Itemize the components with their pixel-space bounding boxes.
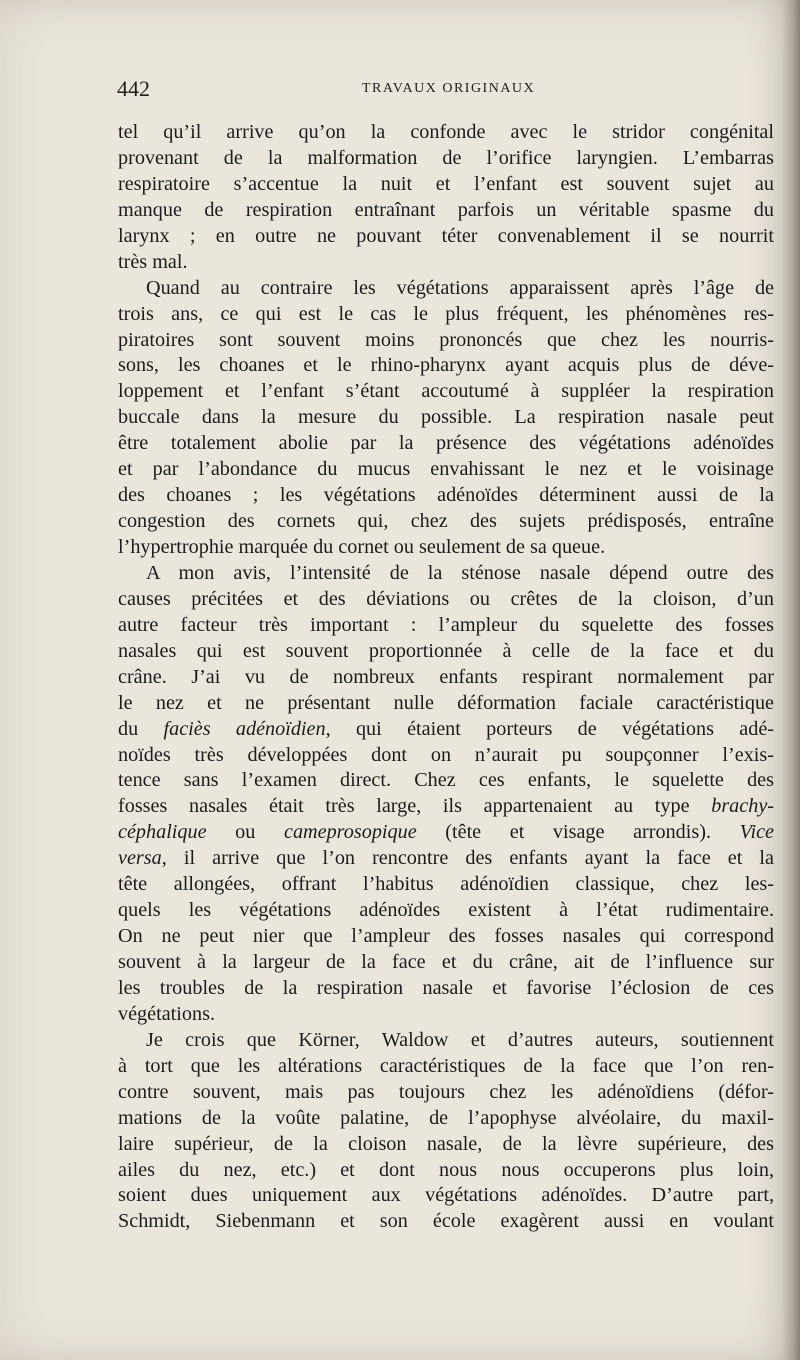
italic-term: faciès adénoïdien	[163, 717, 326, 740]
text-run: à tort que les altérations caractéristiques de la face que l’on ren-	[118, 1054, 774, 1077]
text-line	[118, 250, 774, 276]
text-run: Schmidt, Siebenmann et son école exagèrent aussi en voulant	[118, 1210, 774, 1233]
text-line	[118, 1183, 774, 1209]
running-head: TRAVAUX ORIGINAUX	[362, 81, 536, 96]
text-line	[118, 120, 774, 146]
text-line	[118, 665, 774, 691]
text-run: tence sans l’examen direct. Chez ces enfants, le squelette des	[118, 769, 774, 792]
text-line	[118, 1106, 774, 1132]
text-line	[118, 483, 774, 509]
text-run: quels les végétations adénoïdes existent à l’état rudimentaire.	[118, 899, 774, 922]
text-run: loppement et l’enfant s’étant accoutumé à suppléer la respiration	[118, 380, 774, 403]
text-line	[118, 172, 774, 198]
text-line	[118, 846, 774, 872]
text-line	[118, 820, 774, 846]
text-run: du	[118, 717, 164, 740]
text-run: provenant de la malformation de l’orifice laryngien. L’embarras	[118, 146, 774, 169]
text-run: tête allongées, offrant l’habitus adénoïdien classique, chez les-	[118, 873, 774, 896]
text-run: être totalement abolie par la présence des végétations adénoïdes	[118, 432, 774, 455]
text-run: noïdes très développées dont on n’aurait pu soupçonner l’exis-	[118, 743, 774, 766]
text-line	[118, 743, 774, 769]
italic-term: Vice	[739, 821, 774, 844]
text-run: mations de la voûte palatine, de l’apophyse alvéolaire, du maxil-	[118, 1106, 774, 1129]
text-run: (tête et visage arrondis).	[416, 821, 740, 844]
text-run: contre souvent, mais pas toujours chez les adénoïdiens (défor-	[118, 1080, 774, 1103]
text-line	[118, 146, 774, 172]
text-run: Quand au contraire les végétations apparaissent après l’âge de	[146, 276, 774, 299]
text-line	[118, 1132, 774, 1158]
text-line	[118, 224, 774, 250]
text-line	[118, 276, 774, 302]
text-run: trois ans, ce qui est le cas le plus fréquent, les phénomènes res-	[118, 302, 774, 325]
text-line	[118, 691, 774, 717]
page-header	[117, 76, 772, 106]
text-line	[118, 509, 774, 535]
text-run: des choanes ; les végétations adénoïdes déterminent aussi de la	[118, 484, 774, 507]
text-line	[118, 639, 774, 665]
text-run: A mon avis, l’intensité de la sténose nasale dépend outre des	[146, 561, 774, 584]
page-edge-shadow	[782, 0, 800, 1360]
text-line	[118, 405, 774, 431]
text-run: respiratoire s’accentue la nuit et l’enfant est souvent sujet au	[118, 172, 774, 195]
text-line	[118, 924, 774, 950]
text-line	[118, 717, 774, 743]
text-run: On ne peut nier que l’ampleur des fosses nasales qui correspond	[118, 925, 774, 948]
text-run: et par l’abondance du mucus envahissant le nez et le voisinage	[118, 458, 774, 481]
text-line	[118, 328, 774, 354]
text-run: larynx ; en outre ne pouvant téter convenablement il se nourrit	[118, 224, 774, 247]
text-run: végétations.	[118, 1002, 215, 1025]
text-run: piratoires sont souvent moins prononcés que chez les nourris-	[118, 328, 774, 351]
text-line	[118, 950, 774, 976]
text-line	[118, 794, 774, 820]
text-run: ailes du nez, etc.) et dont nous nous occuperons plus loin,	[118, 1158, 774, 1181]
text-run: , qui étaient porteurs de végétations adé-	[325, 717, 774, 740]
text-line	[118, 1028, 774, 1054]
text-run: congestion des cornets qui, chez des sujets prédisposés, entraîne	[118, 510, 774, 533]
body-text	[118, 120, 774, 1235]
text-line	[118, 302, 774, 328]
text-run: , il arrive que l’on rencontre des enfants ayant la face et la	[161, 847, 774, 870]
text-run: crâne. J’ai vu de nombreux enfants respirant normalement par	[118, 665, 774, 688]
text-run: buccale dans la mesure du possible. La respiration nasale peut	[118, 406, 774, 429]
text-run: laire supérieur, de la cloison nasale, de la lèvre supérieure, des	[118, 1132, 774, 1155]
text-run: soient dues uniquement aux végétations adénoïdes. D’autre part,	[118, 1184, 774, 1207]
text-run: Je crois que Körner, Waldow et d’autres auteurs, soutiennent	[146, 1028, 774, 1051]
text-run: nasales qui est souvent proportionnée à celle de la face et du	[118, 639, 774, 662]
italic-term: versa	[118, 847, 162, 870]
italic-term: céphalique	[118, 821, 207, 844]
text-line	[118, 1002, 774, 1028]
text-run: causes précitées et des déviations ou crêtes de la cloison, d’un	[118, 587, 774, 610]
italic-term: cameprosopique	[283, 821, 417, 844]
text-line	[118, 587, 774, 613]
text-run: très mal.	[118, 250, 188, 273]
text-line	[118, 1054, 774, 1080]
text-line	[118, 1080, 774, 1106]
text-line	[118, 1158, 774, 1184]
text-run: sons, les choanes et le rhino-pharynx ayant acquis plus de déve-	[118, 354, 774, 377]
page-number: 442	[117, 76, 150, 101]
text-run: manque de respiration entraînant parfois un véritable spasme du	[118, 198, 774, 221]
text-line	[118, 976, 774, 1002]
text-line	[118, 379, 774, 405]
text-line	[118, 768, 774, 794]
text-run: les troubles de la respiration nasale et favorise l’éclosion de ces	[118, 976, 774, 999]
text-line	[118, 457, 774, 483]
text-run: souvent à la largeur de la face et du crâne, ait de l’influence sur	[118, 951, 774, 973]
text-run: l’hypertrophie marquée du cornet ou seulement de sa queue.	[118, 536, 606, 558]
text-run: autre facteur très important : l’ampleur du squelette des fosses	[118, 613, 774, 636]
text-line	[118, 561, 774, 587]
text-run: le nez et ne présentant nulle déformation faciale caractéristique	[118, 691, 774, 714]
text-line	[118, 198, 774, 224]
text-run: fosses nasales était très large, ils appartenaient au type	[118, 795, 712, 818]
italic-term: brachy-	[711, 795, 774, 818]
text-line	[118, 535, 774, 561]
text-line	[118, 872, 774, 898]
text-line	[118, 353, 774, 379]
text-run: tel qu’il arrive qu’on la confonde avec le stridor congénital	[118, 121, 774, 143]
text-line	[118, 431, 774, 457]
text-line	[118, 613, 774, 639]
text-line	[118, 1209, 774, 1235]
text-line	[118, 898, 774, 924]
text-run: ou	[206, 821, 284, 844]
